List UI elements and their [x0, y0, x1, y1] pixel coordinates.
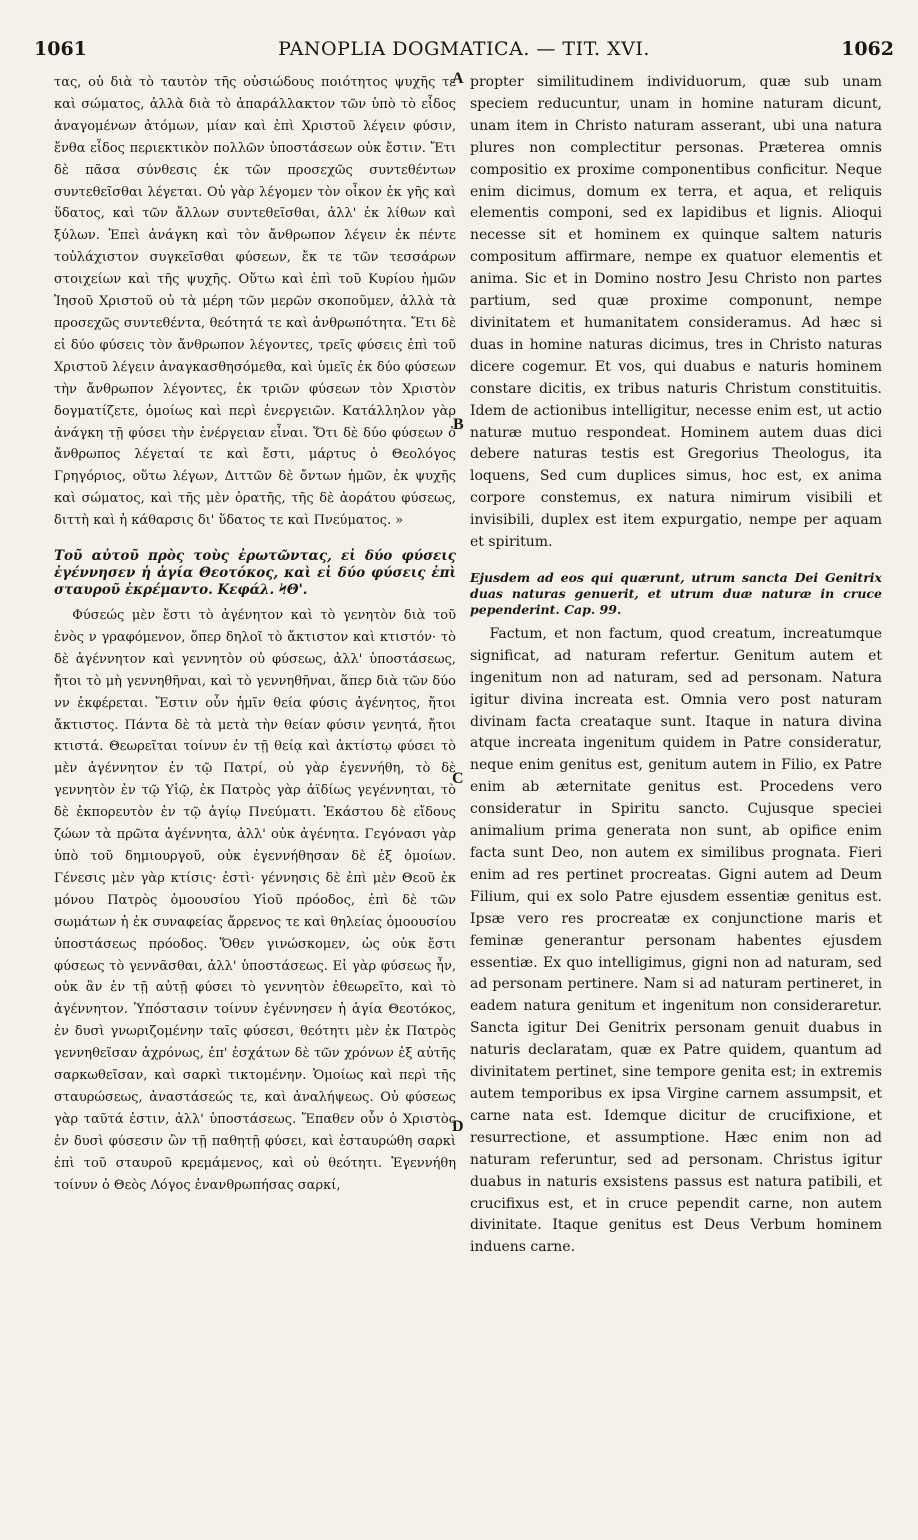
- latin-paragraph-1: propter similitudinem individuorum, quæ sub unam speciem reducuntur, unam in homine naturam dicunt, unam item in Christo naturam asserant, ubi una natura plures non complectitur personas. Præterea omnis compositio ex proxime componentibus conficitur. Neque enim dicimus, domum ex terra, et aqua, et reliquis elementis componi, sed ex lapidibus et lignis. Alioqui necesse sit et hominem ex quinque saltem naturis compositum affirmare, nempe ex quatuor elementis et anima. Sic et in Domino nostro Jesu Christo non partes partium, sed quæ proxime componunt, nempe divinitatem et humanitatem consideramus. Ad hæc si duas in homine naturas dicimus, tres in Christo naturas dicere cogemur. Et vos, qui duabus e naturis hominem constare dicitis, ex tribus naturis Christum constituitis. Idem de actionibus intelligitur, necesse enim est, ut actio naturæ mutuo respondeat. Hominem autem duas dici debere naturas testis est Gregorius Theologus, ita loquens, Sed cum duplices simus, hoc est, ex anima corpore constemus, ex natura nimirum visibili et invisibili, duplex est item expurgatio, nempe per aquam et spiritum.: [470, 74, 882, 551]
- section-marker-d: D: [452, 1118, 464, 1135]
- latin-paragraph-2: Factum, et non factum, quod creatum, increatumque significat, ad naturam refertur. Genitum autem et ingenitum non ad naturam, sed ad personam. Natura igitur divina increata est. Omnia vero post naturam divinam facta creataque sunt. Itaque in natura divina atque increata ingenitum quidem in Patre consideratur, neque enim genitus est, genitum autem in Filio, ex Patre enim ab æternitate genitus est. Procedens vero consideratur in Spiritu sancto. Cujusque speciei animalium prima generata non sunt, ab opifice enim facta sunt Deo, non autem ex similibus prognata. Fieri enim ad res pertinet procreatas. Gigni autem ad Deum Filium, qui ex solo Patre ejusdem essentiæ genitus est. Ipsæ vero res procreatæ ex conjunctione maris et feminæ generantur personam habentes ejusdem essentiæ. Ex quo intelligimus, gigni non ad naturam, sed ad personam pertinere. Nam si ad naturam pertineret, in eadem natura genitum et ingenitum non consideraretur. Sancta igitur Dei Genitrix personam genuit duabus in naturis declaratam, quæ ex Patre quidem, quantum ad divinitatem pertinet, sine tempore genita est; in extremis autem temporibus ex ipsa Virgine carnem assumpsit, et carne nata est. Idemque dicitur de crucifixione, et resurrectione, et assumptione. Hæc enim non ad naturam referuntur, sed ad personam. Christus igitur duabus in naturis exsistens passus est natura patibili, et crucifixus est, et in cruce pependit carne, non autem divinitate. Itaque genitus est Deus Verbum hominem induens carne.: [470, 625, 882, 1256]
- section-marker-a: A: [452, 70, 464, 87]
- page-number-left: 1061: [34, 38, 87, 60]
- page-number-right: 1062: [841, 38, 894, 60]
- latin-column: [470, 72, 882, 1259]
- running-title: PANOPLIA DOGMATICA. — TIT. XVI.: [278, 38, 650, 60]
- running-header: [28, 38, 900, 66]
- greek-column: [54, 72, 456, 1197]
- latin-chapter-title: Ejusdem ad eos qui quærunt, utrum sancta Dei Genitrix duas naturas genuerit, et utrum duæ naturæ in cruce pependerint. Cap. 99.: [470, 569, 882, 617]
- section-marker-c: C: [452, 770, 464, 787]
- greek-paragraph-2: Φύσεώς μὲν ἔστι τὸ ἀγένητον καὶ τὸ γενητὸν διὰ τοῦ ἑνὸς ν γραφόμενον, ὅπερ δηλοῖ τὸ ἄκτιστον καὶ κτιστόν· τὸ δὲ ἀγέννητον καὶ γεννητὸν οὐ φύσεως, ἀλλ' ὑποστάσεως, ἤτοι τὸ μὴ γεννηθῆναι, καὶ τὸ γεννηθῆναι, ἅπερ διὰ τῶν δύο νν ἐκφέρεται. Ἔστιν οὖν ἡμῖν θεία φύσις ἀγένητος, ἤτοι ἄκτιστος. Πάντα δὲ τὰ μετὰ τὴν θείαν φύσιν γενητά, ἤτοι κτιστά. Θεωρεῖται τοίνυν ἐν τῇ θείᾳ καὶ ἀκτίστῳ φύσει τὸ μὲν ἀγέννητον ἐν τῷ Πατρί, οὐ γὰρ ἐγεννήθη, τὸ δὲ γεννητὸν ἐν τῷ Υἱῷ, ἐκ Πατρὸς γὰρ ἀϊδίως γεγέννηται, τὸ δὲ ἐκπορευτὸν ἐν τῷ ἁγίῳ Πνεύματι. Ἑκάστου δὲ εἴδους ζώων τὰ πρῶτα ἀγέννητα, ἀλλ' οὐκ ἀγένητα. Γεγόνασι γὰρ ὑπὸ τοῦ δημιουργοῦ, οὐκ ἐγεννήθησαν δὲ ἐξ ὁμοίων. Γένεσις μὲν γὰρ κτίσις· ἐστὶ· γέννησις δὲ ἐπὶ μὲν Θεοῦ ἐκ μόνου Πατρὸς ὁμοουσίου Υἱοῦ πρόοδος, ἐπὶ δὲ τῶν σωμάτων ἡ ἐκ συναφείας ἄρρενος τε καὶ θηλείας ὁμοουσίου ὑποστάσεως πρόοδος. Ὅθεν γινώσκομεν, ὡς οὐκ ἔστι φύσεως τὸ γεννᾶσθαι, ἀλλ' ὑποστάσεως. Εἰ γὰρ φύσεως ἦν, οὐκ ἂν ἐν τῇ αὐτῇ φύσει τὸ γεννητὸν ἐθεωρεῖτο, καὶ τὸ ἀγέννητον. Ὑπόστασιν τοίνυν ἐγέννησεν ἡ ἁγία Θεοτόκος, ἐν δυσὶ γνωριζομένην ταῖς φύσεσι, θεότητι μὲν ἐκ Πατρὸς γεννηθεῖσαν ἀχρόνως, ἐπ' ἐσχάτων δὲ τῶν χρόνων ἐξ αὐτῆς σαρκωθεῖσαν, καὶ σαρκὶ τικτομένην. Ὁμοίως καὶ περὶ τῆς σταυρώσεως, ἀναστάσεώς τε, καὶ ἀναλήψεως. Οὐ φύσεως γὰρ ταῦτά ἐστιν, ἀλλ' ὑποστάσεως. Ἔπαθεν οὖν ὁ Χριστὸς ἐν δυσὶ φύσεσιν ὢν τῇ παθητῇ φύσει, καὶ ἐσταυρώθη σαρκὶ ἐπὶ τοῦ σταυροῦ κρεμάμενος, καὶ οὐ θεότητι. Ἐγεννήθη τοίνυν ὁ Θεὸς Λόγος ἐνανθρωπήσας σαρκί,: [54, 608, 456, 1193]
- greek-chapter-title: Τοῦ αὐτοῦ πρὸς τοὺς ἐρωτῶντας, εἰ δύο φύσεις ἐγέννησεν ἡ ἁγία Θεοτόκος, καὶ εἰ δύο φύσεις ἐπὶ σταυροῦ ἐκρέμαντο. Κεφάλ. ϞΘ'.: [54, 548, 456, 599]
- section-marker-b: B: [453, 416, 464, 433]
- greek-paragraph-1: τας, οὐ διὰ τὸ ταυτὸν τῆς οὐσιώδους ποιότητος ψυχῆς τε καὶ σώματος, ἀλλὰ διὰ τὸ ἀπαράλλακτον τῶν ὑπὸ τὸ εἶδος ἀναγομένων ἀτόμων, μίαν καὶ ἐπὶ Χριστοῦ λέγειν φύσιν, ἔνθα εἶδος περιεκτικὸν πολλῶν ὑποστάσεων οὐκ ἔστιν. Ἔτι δὲ πᾶσα σύνθεσις ἐκ τῶν προσεχῶς συντεθέντων συντεθεῖσθαι λέγεται. Οὐ γὰρ λέγομεν τὸν οἶκον ἐκ γῆς καὶ ὕδατος, καὶ τῶν ἄλλων συντεθεῖσθαι, ἀλλ' ἐκ λίθων καὶ ξύλων. Ἐπεὶ ἀνάγκη καὶ τὸν ἄνθρωπον λέγειν ἐκ πέντε τοὐλάχιστον συγκεῖσθαι φύσεων, ἔκ τε τῶν τεσσάρων στοιχείων καὶ τῆς ψυχῆς. Οὕτω καὶ ἐπὶ τοῦ Κυρίου ἡμῶν Ἰησοῦ Χριστοῦ οὐ τὰ μέρη τῶν μερῶν σκοποῦμεν, ἀλλὰ τὰ προσεχῶς συντεθέντα, θεότητά τε καὶ ἀνθρωπότητα. Ἔτι δὲ εἰ δύο φύσεις τὸν ἄνθρωπον λέγοντες, τρεῖς φύσεις ἐπὶ τοῦ Χριστοῦ λέγειν ἀναγκασθησόμεθα, καὶ ὑμεῖς ἐκ δύο φύσεων τὴν ἄνθρωπον λέγοντες, ἐκ τριῶν φύσεων τὸν Χριστὸν δογματίζετε, ὁμοίως καὶ περὶ ἐνεργειῶν. Κατάλληλον γὰρ ἀνάγκη τῇ φύσει τὴν ἐνέργειαν εἶναι. Ὅτι δὲ δύο φύσεων ὁ ἄνθρωπος λέγεταί τε καὶ ἔστι, μάρτυς ὁ Θεολόγος Γρηγόριος, οὕτω λέγων, Διττῶν δὲ ὄντων ἡμῶν, ἐκ ψυχῆς καὶ σώματος, καὶ τῆς μὲν ὁρατῆς, τῆς δὲ ἀοράτου φύσεως, διττὴ καὶ ἡ κάθαρσις δι' ὕδατος τε καὶ Πνεύματος. »: [54, 75, 456, 529]
